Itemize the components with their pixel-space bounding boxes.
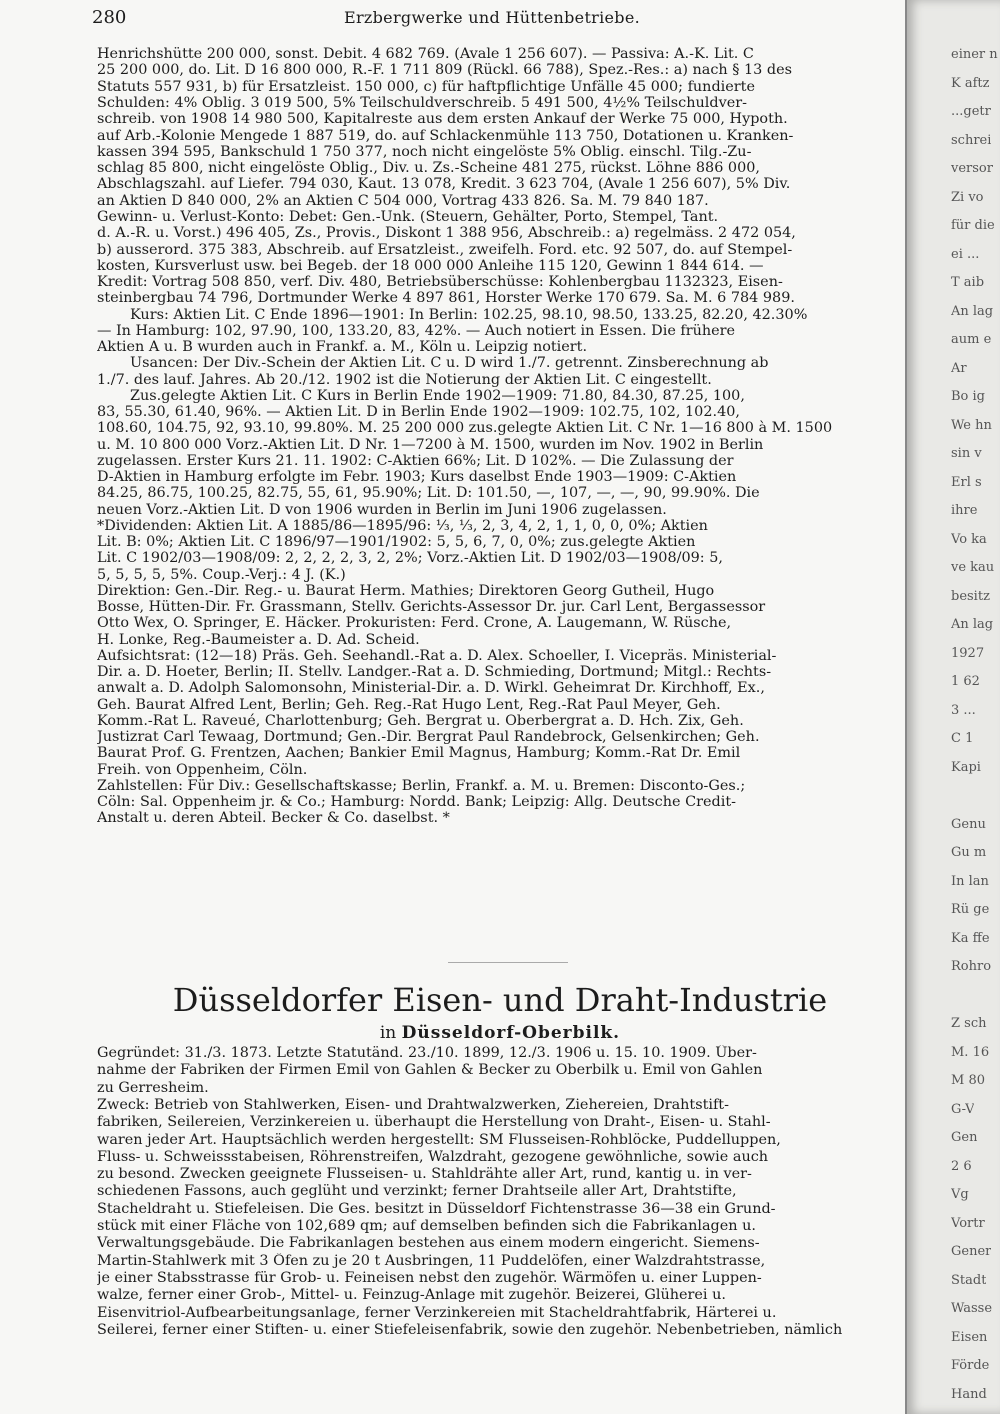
margin-fragment: Z sch <box>951 1017 987 1030</box>
company-location <box>0 1022 905 1044</box>
text-line: Aufsichtsrat: (12—18) Präs. Geh. Seehandl.-Rat a. D. Alex. Schoeller, I. Vicepräs. Ministerial- <box>97 647 777 664</box>
margin-fragment: M. 16 <box>951 1045 990 1059</box>
margin-fragment: Gu m <box>951 846 987 859</box>
text-line: neuen Vorz.-Aktien Lit. D von 1906 wurden in Berlin im Juni 1906 zugelassen. <box>97 501 667 518</box>
text-line: fabriken, Seilereien, Verzinkereien u. überhaupt die Herstellung von Draht-, Eisen- u. Stahl- <box>97 1114 771 1131</box>
margin-fragment: Wasse <box>951 1302 993 1315</box>
location-prefix: in <box>379 1023 397 1043</box>
text-line: Baurat Prof. G. Frentzen, Aachen; Bankier Emil Magnus, Hamburg; Komm.-Rat Dr. Emil <box>97 745 741 762</box>
text-line: steinbergbau 74 796, Dortmunder Werke 4 897 861, Horster Werke 170 679. Sa. M. 6 784 989. <box>97 290 795 307</box>
section-divider <box>448 962 568 963</box>
text-line: schlag 85 800, nicht eingelöste Oblig., Div. u. Zs.-Scheine 481 275, rückst. Löhne 886 000, <box>97 160 760 177</box>
margin-fragment: Kapi <box>951 760 981 774</box>
margin-fragment: An lag <box>951 304 994 318</box>
text-line: 108.60, 104.75, 92, 93.10, 99.80%. M. 25 200 000 zus.gelegte Aktien Lit. C Nr. 1—16 800 à M. 1500 <box>97 420 833 437</box>
text-line: schreib. von 1908 14 980 500, Kapitalreste aus dem ersten Ankauf der Werke 75 000, Hypoth. <box>97 111 788 128</box>
margin-fragment: sin v <box>951 447 982 460</box>
margin-fragment: Eisen <box>951 1330 988 1344</box>
text-line: u. M. 10 800 000 Vorz.-Aktien Lit. D Nr. 1—7200 à M. 1500, wurden im Nov. 1902 in Berlin <box>97 436 764 453</box>
margin-fragment: An lag <box>951 618 994 631</box>
text-line: — In Hamburg: 102, 97.90, 100, 133.20, 83, 42%. — Auch notiert in Essen. Die frühere <box>97 322 736 339</box>
margin-fragment: aum e <box>951 333 992 346</box>
text-line: Justizrat Carl Tewaag, Dortmund; Gen.-Dir. Bergrat Paul Randebrock, Gelsenkirchen; Geh. <box>97 729 760 745</box>
text-line: Lit. C 1902/03—1908/09: 2, 2, 2, 2, 3, 2, 2%; Vorz.-Aktien Lit. D 1902/03—1908/09: 5, <box>97 550 723 567</box>
margin-fragment: Zi vo <box>951 190 984 204</box>
text-line: Martin-Stahlwerk mit 3 Öfen zu je 20 t Ausbringen, 11 Puddelöfen, einer Walzdrahtstrasse, <box>97 1252 766 1269</box>
margin-fragment: besitz <box>951 589 990 603</box>
margin-fragment: ihre <box>951 504 978 517</box>
text-line: *Dividenden: Aktien Lit. A 1885/86—1895/96: ⅓, ⅓, 2, 3, 4, 2, 1, 1, 0, 0, 0%; Aktien <box>97 517 708 534</box>
text-line: Otto Wex, O. Springer, E. Häcker. Prokuristen: Ferd. Crone, A. Laugemann, W. Rüsche, <box>97 615 732 632</box>
margin-fragment: M 80 <box>951 1074 985 1087</box>
text-line: Zweck: Betrieb von Stahlwerken, Eisen- und Drahtwalzwerken, Ziehereien, Drahtstift- <box>97 1096 729 1113</box>
text-line: Komm.-Rat L. Raveué, Charlottenburg; Geh. Bergrat u. Oberbergrat a. D. Hch. Zix, Geh. <box>97 712 744 729</box>
text-line: kosten, Kursverlust usw. bei Begeb. der 18 000 000 Anleihe 115 120, Gewinn 1 844 614. — <box>97 257 764 274</box>
margin-fragment: K aftz <box>951 76 990 90</box>
margin-fragment: für die <box>951 219 995 232</box>
margin-fragment: Ka ffe <box>951 931 990 945</box>
text-line: Zahlstellen: Für Div.: Gesellschaftskasse; Berlin, Frankf. a. M. u. Bremen: Disconto-Ges.; <box>97 777 746 794</box>
text-line: auf Arb.-Kolonie Mengede 1 887 519, do. auf Schlackenmühle 113 750, Dotationen u. Kranken- <box>97 127 794 144</box>
text-line: D-Aktien in Hamburg erfolgte im Febr. 1903; Kurs daselbst Ende 1903—1909: C-Aktien <box>97 469 737 485</box>
margin-fragment: Rü ge <box>951 903 990 916</box>
margin-fragment: Vo ka <box>951 532 987 546</box>
text-line: Freih. von Oppenheim, Cöln. <box>97 761 308 778</box>
text-line: walze, ferner einer Grob-, Mittel- u. Feinzug-Anlage mit zugehör. Beizerei, Glüherei u. <box>97 1287 726 1304</box>
text-line: kassen 394 595, Bankschuld 1 750 377, noch nicht eingelöste 5% Oblig. einschl. Tilg.-Zu- <box>97 143 752 160</box>
margin-fragment: Genu <box>951 817 986 831</box>
margin-fragment: 1927 <box>951 646 985 660</box>
margin-fragment: versor <box>951 162 993 175</box>
margin-fragment: Förde <box>951 1359 990 1372</box>
text-line: Stacheldraht u. Stiefeleisen. Die Ges. besitzt in Düsseldorf Fichtenstrasse 36—38 ein Grund- <box>97 1200 776 1217</box>
text-line: anwalt a. D. Adolph Salomonsohn, Ministerial-Dir. a. D. Wirkl. Geheimrat Dr. Kirchhoff, Ex., <box>97 680 765 697</box>
margin-fragment: Gen <box>951 1131 978 1144</box>
text-line: d. A.-R. u. Vorst.) 496 405, Zs., Provis., Diskont 1 388 956, Abschreib.: a) regelmäss. 2 472 054, <box>97 225 796 242</box>
margin-fragment: We hn <box>951 418 992 432</box>
margin-fragment: ei ... <box>951 247 980 261</box>
margin-fragment: Rohro <box>951 960 992 973</box>
text-line: Geh. Baurat Alfred Lent, Berlin; Geh. Reg.-Rat Hugo Lent, Reg.-Rat Paul Meyer, Geh. <box>97 696 721 713</box>
margin-fragment: G-V <box>951 1102 975 1116</box>
text-line: Henrichshütte 200 000, sonst. Debit. 4 682 769. (Avale 1 256 607). — Passiva: A.-K. Lit. C <box>97 46 754 62</box>
text-line: H. Lonke, Reg.-Baumeister a. D. Ad. Scheid. <box>97 631 420 648</box>
text-line: 1./7. des lauf. Jahres. Ab 20./12. 1902 ist die Notierung der Aktien Lit. C eingestellt. <box>97 371 712 388</box>
text-line: Statuts 557 931, b) für Ersatzleist. 150 000, c) für haftpflichtige Unfälle 45 000; fundierte <box>97 78 755 95</box>
text-line: Seilerei, ferner einer Stiften- u. einer Stiefeleisenfabrik, sowie den zugehör. Nebenbetrieben, nämlich <box>97 1321 843 1338</box>
text-line: Schulden: 4% Oblig. 3 019 500, 5% Teilschuldverschreib. 5 491 500, 4½% Teilschuldver- <box>97 94 747 111</box>
text-line: Direktion: Gen.-Dir. Reg.- u. Baurat Herm. Mathies; Direktoren Georg Gutheil, Hugo <box>97 582 715 599</box>
text-line: Verwaltungsgebäude. Die Fabrikanlagen bestehen aus einem modern eingericht. Siemens- <box>97 1235 760 1252</box>
margin-fragment: Vg <box>951 1188 969 1201</box>
text-line: Abschlagszahl. auf Liefer. 794 030, Kaut. 13 078, Kredit. 3 623 704, (Avale 1 256 607), 5% Div. <box>97 176 791 193</box>
margin-fragment: 3 ... <box>951 703 976 717</box>
margin-fragment: Vortr <box>951 1216 985 1230</box>
text-line: Anstalt u. deren Abteil. Becker & Co. daselbst. * <box>97 810 450 827</box>
margin-fragment: Stadt <box>951 1273 987 1287</box>
text-line: b) ausserord. 375 383, Abschreib. auf Ersatzleist., zweifelh. Ford. etc. 92 507, do. auf Stempel- <box>97 241 793 258</box>
margin-fragment: C 1 <box>951 732 974 745</box>
text-line: Cöln: Sal. Oppenheim jr. & Co.; Hamburg: Nordd. Bank; Leipzig: Allg. Deutsche Credit- <box>97 794 736 810</box>
margin-fragment: Gener <box>951 1245 992 1258</box>
page-header <box>92 6 892 30</box>
text-line: zugelassen. Erster Kurs 21. 11. 1902: C-Aktien 66%; Lit. D 102%. — Die Zulassung der <box>97 452 734 469</box>
company-title: Düsseldorfer Eisen- und Draht-Industrie <box>172 981 828 1019</box>
text-line: waren jeder Art. Hauptsächlich werden hergestellt: SM Flusseisen-Rohblöcke, Puddelluppen, <box>97 1131 781 1148</box>
margin-fragment: 2 6 <box>951 1159 972 1173</box>
text-line: Gegründet: 31./3. 1873. Letzte Statutänd. 23./10. 1899, 12./3. 1906 u. 15. 10. 1909. Über- <box>97 1045 757 1061</box>
text-line: 25 200 000, do. Lit. D 16 800 000, R.-F. 1 711 809 (Rückl. 66 788), Spez.-Res.: a) nach § 13 des <box>97 62 793 79</box>
page-number: 280 <box>92 7 127 28</box>
location-name: Düsseldorf-Oberbilk. <box>401 1023 621 1043</box>
text-line: 84.25, 86.75, 100.25, 82.75, 55, 61, 95.90%; Lit. D: 101.50, —, 107, —, —, 90, 99.90%. Die <box>97 485 760 502</box>
margin-fragment: ve kau <box>951 561 995 574</box>
text-line: zu Gerresheim. <box>97 1079 209 1096</box>
text-line: an Aktien D 840 000, 2% an Aktien C 504 000, Vortrag 433 826. Sa. M. 79 840 187. <box>97 192 709 209</box>
text-line: je einer Stabsstrasse für Grob- u. Feineisen nebst den zugehör. Wärmöfen u. einer Luppen- <box>97 1269 762 1286</box>
text-line: Gewinn- u. Verlust-Konto: Debet: Gen.-Unk. (Steuern, Gehälter, Porto, Stempel, Tant. <box>97 209 719 225</box>
margin-fragment: Hand <box>951 1387 987 1401</box>
text-line: Fluss- u. Schweissstabeisen, Röhrenstreifen, Walzdraht, gezogene gewöhnliche, sowie auch <box>97 1148 769 1165</box>
margin-fragment: schrei <box>951 133 992 147</box>
text-line: stück mit einer Fläche von 102,689 qm; auf demselben befinden sich die Fabrikanlagen u. <box>97 1218 756 1234</box>
margin-fragment: einer n <box>951 48 998 61</box>
text-line: Usancen: Der Div.-Schein der Aktien Lit. C u. D wird 1./7. getrennt. Zinsberechnung ab <box>130 355 769 372</box>
text-line: Dir. a. D. Hoeter, Berlin; II. Stellv. Landger.-Rat a. D. Schmieding, Dortmund; Mitgl.: Rechts- <box>97 664 772 680</box>
text-line: 5, 5, 5, 5, 5%. Coup.-Verj.: 4 J. (K.) <box>97 566 346 583</box>
text-line: nahme der Fabriken der Firmen Emil von Gahlen & Becker zu Oberbilk u. Emil von Gahlen <box>97 1062 763 1079</box>
running-title: Erzbergwerke und Hüttenbetriebe. <box>343 8 641 27</box>
margin-fragment: Bo ig <box>951 390 985 403</box>
margin-fragment: Erl s <box>951 475 982 489</box>
margin-fragment: 1 62 <box>951 675 980 688</box>
text-line: schiedenen Fassons, auch geglüht und verzinkt; ferner Drahtseile aller Art, Drahtstifte, <box>97 1183 737 1200</box>
text-line: Bosse, Hütten-Dir. Fr. Grassmann, Stellv. Gerichts-Assessor Dr. jur. Carl Lent, Bergassessor <box>97 599 766 615</box>
margin-fragment: Ar <box>951 361 967 375</box>
text-line: Kredit: Vortrag 508 850, verf. Div. 480, Betriebsüberschüsse: Kohlenbergbau 1132323, Eisen- <box>97 274 783 290</box>
margin-fragment: T aib <box>951 276 985 289</box>
adjacent-page-edge <box>905 0 1000 1414</box>
margin-fragment: In lan <box>951 874 989 888</box>
text-line: Zus.gelegte Aktien Lit. C Kurs in Berlin Ende 1902—1909: 71.80, 84.30, 87.25, 100, <box>130 387 745 404</box>
text-line: zu besond. Zwecken geeignete Flusseisen- u. Stahldrähte aller Art, rund, kantig u. in ver- <box>97 1166 752 1183</box>
text-line: Eisenvitriol-Aufbearbeitungsanlage, ferner Verzinkereien mit Stacheldrahtfabrik, Härterei u. <box>97 1304 777 1321</box>
text-line: Lit. B: 0%; Aktien Lit. C 1896/97—1901/1902: 5, 5, 6, 7, 0, 0%; zus.gelegte Aktien <box>97 534 696 550</box>
text-line: 83, 55.30, 61.40, 96%. — Aktien Lit. D in Berlin Ende 1902—1909: 102.75, 102, 102.40, <box>97 404 740 420</box>
text-line: Aktien A u. B wurden auch in Frankf. a. M., Köln u. Leipzig notiert. <box>97 339 588 355</box>
margin-fragment: ...getr <box>951 105 991 118</box>
text-line: Kurs: Aktien Lit. C Ende 1896—1901: In Berlin: 102.25, 98.10, 98.50, 133.25, 82.20, 42.30% <box>130 306 808 323</box>
